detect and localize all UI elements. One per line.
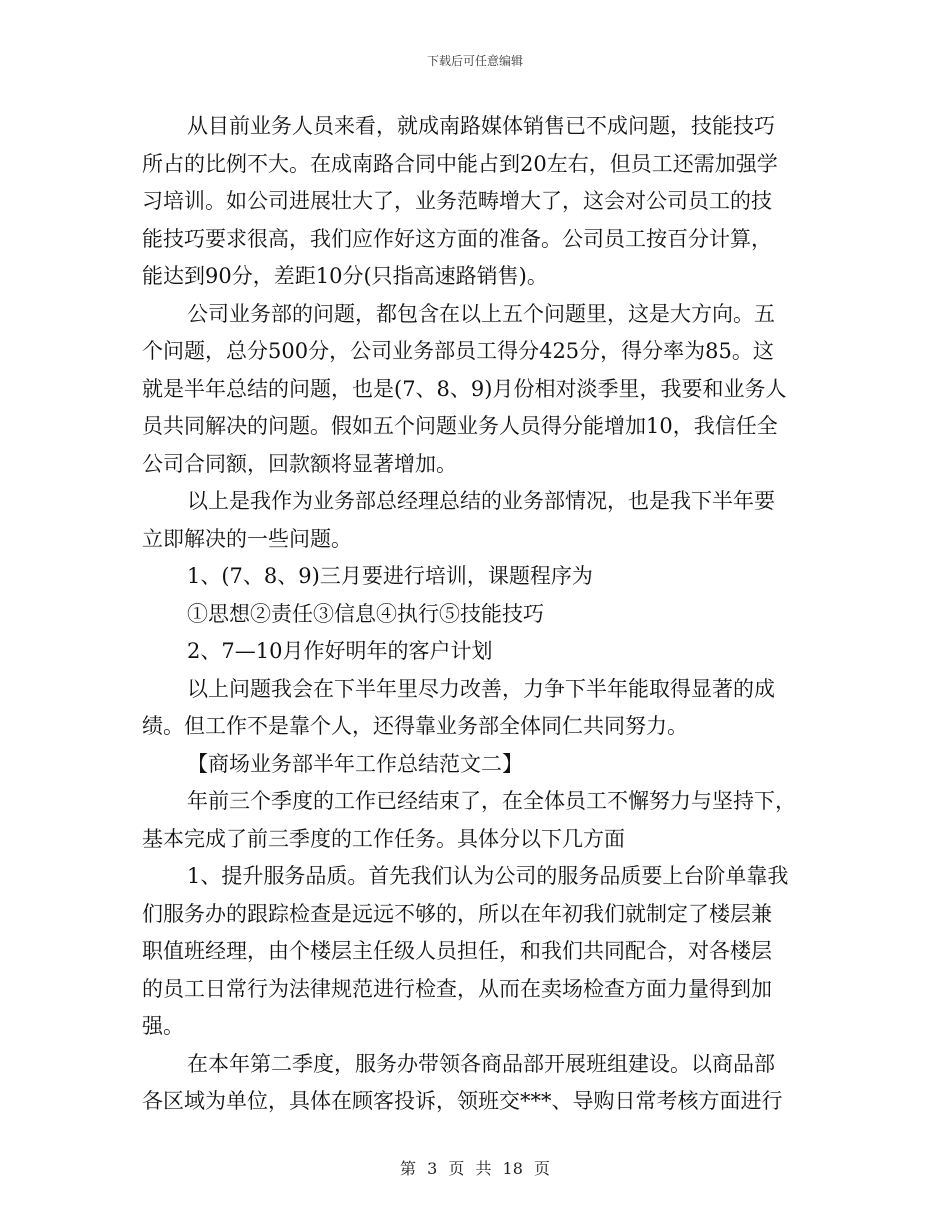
text-line: 的员工日常行为法律规范进行检查，从而在卖场检查方面力量得到加 xyxy=(142,976,772,1001)
text-line: 员共同解决的问题。假如五个问题业务人员得分能增加10，我信任全 xyxy=(142,414,778,438)
text-line: 立即解决的一些问题。 xyxy=(142,526,352,551)
text-line: 公司业务部的问题，都包含在以上五个问题里，这是大方向。五 xyxy=(187,301,775,326)
text-line: 各区域为单位，具体在顾客投诉，领班交***、导购日常考核方面进行 xyxy=(142,1089,783,1113)
text-line: 能技巧要求很高，我们应作好这方面的准备。公司员工按百分计算， xyxy=(142,226,772,251)
text-line: 以上是我作为业务部总经理总结的业务部情况，也是我下半年要 xyxy=(187,489,775,513)
text-line: 【商场业务部半年工作总结范文二】 xyxy=(187,751,523,776)
text-line: 1、提升服务品质。首先我们认为公司的服务品质要上台阶单靠我 xyxy=(187,864,789,888)
text-line: 1、(7、8、9)三月要进行培训，课题程序为 xyxy=(187,564,593,588)
text-line: 以上问题我会在下半年里尽力改善，力争下半年能取得显著的成 xyxy=(187,676,775,701)
text-line: 职值班经理，由个楼层主任级人员担任，和我们共同配合，对各楼层 xyxy=(142,939,772,963)
text-line: 所占的比例不大。在成南路合同中能占到20左右，但员工还需加强学 xyxy=(142,151,778,176)
document-body xyxy=(142,108,812,1121)
text-line: 能达到90分，差距10分(只指高速路销售)。 xyxy=(142,264,548,288)
text-line: 在本年第二季度，服务办带领各商品部开展班组建设。以商品部 xyxy=(187,1051,775,1076)
text-line: 绩。但工作不是靠个人，还得靠业务部全体同仁共同努力。 xyxy=(142,714,688,738)
page-footer: 第 3 页 共 18 页 xyxy=(400,1159,550,1178)
text-line: 强。 xyxy=(142,1014,184,1038)
page-header: 下载后可任意编辑 xyxy=(426,54,523,68)
text-line: ①思想②责任③信息④执行⑤技能技巧 xyxy=(187,601,544,626)
text-line: 个问题，总分500分，公司业务部员工得分425分，得分率为85。这 xyxy=(142,339,774,363)
text-line: 从目前业务人员来看，就成南路媒体销售已不成问题，技能技巧 xyxy=(187,114,775,138)
text-line: 年前三个季度的工作已经结束了，在全体员工不懈努力与坚持下， xyxy=(187,789,796,813)
text-line: 2、7—10月作好明年的客户计划 xyxy=(187,639,493,663)
text-line: 们服务办的跟踪检查是远远不够的，所以在年初我们就制定了楼层兼 xyxy=(142,901,772,926)
text-line: 基本完成了前三季度的工作任务。具体分以下几方面 xyxy=(142,826,625,851)
text-line: 就是半年总结的问题，也是(7、8、9)月份相对淡季里，我要和业务人 xyxy=(142,376,787,401)
text-line: 公司合同额，回款额将显著增加。 xyxy=(142,451,457,476)
text-line: 习培训。如公司进展壮大了，业务范畴增大了，这会对公司员工的技 xyxy=(142,189,772,213)
